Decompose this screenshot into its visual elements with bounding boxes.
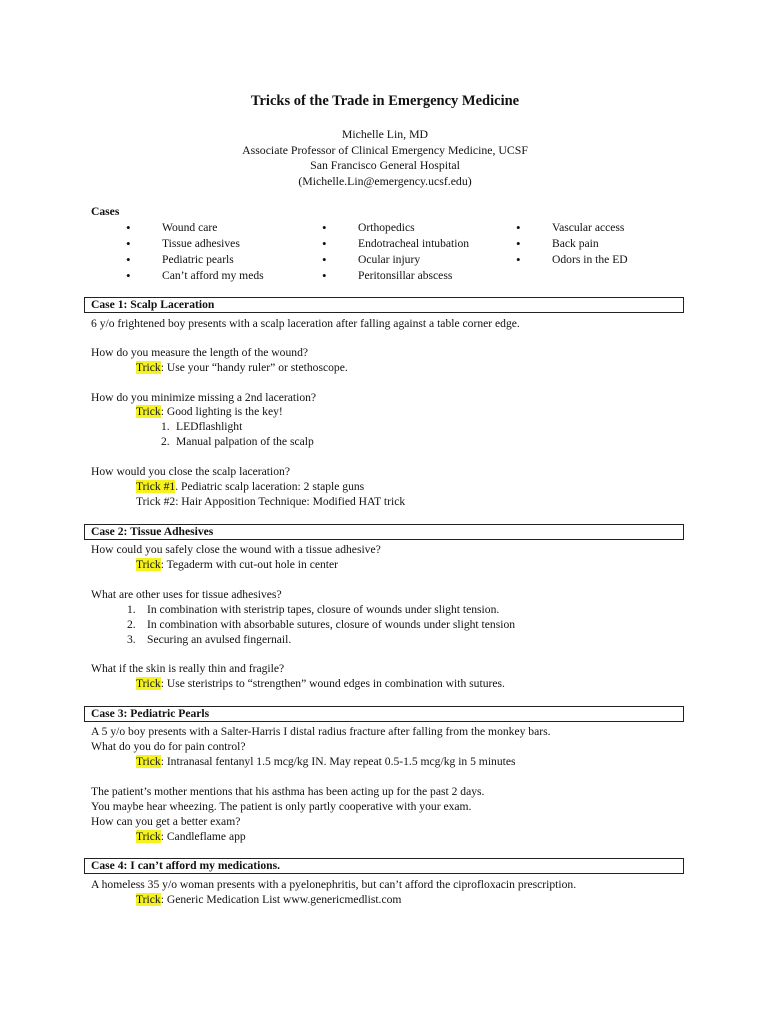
case-2-trick-1 [136,557,338,572]
cases-heading: Cases [91,205,120,218]
list-item: • Can’t afford my meds [126,268,264,284]
case-4-trick-1 [136,892,401,907]
list-item: • Pediatric pearls [126,252,264,268]
trick-highlight: Trick [136,755,161,768]
trick-text: : Generic Medication List www.genericmedlist.com [160,893,402,906]
case-3-paragraph-2: You maybe hear wheezing. The patient is only partly cooperative with your exam. [91,800,472,813]
case-1-question-1: How do you measure the length of the wound? [91,346,309,359]
case-4-heading: Case 4: I can’t afford my medications. [84,858,684,874]
trick-text: : Candleflame app [160,830,246,843]
list-item: • Vascular access [516,220,628,236]
trick-highlight: Trick [136,893,161,906]
trick-text: : Use your “handy ruler” or stethoscope. [160,361,348,374]
case-1-question-2: How do you minimize missing a 2nd laceration? [91,391,317,404]
list-number: 2. [127,618,136,631]
cases-list-column-3 [516,220,628,268]
trick-highlight: Trick [136,361,161,374]
list-item: • Back pain [516,236,628,252]
list-number: 3. [127,633,136,646]
case-2-trick-3 [136,676,505,691]
trick-highlight: Trick [136,677,161,690]
cases-list-column-1 [126,220,264,284]
case-1-question-3: How would you close the scalp laceration? [91,465,290,478]
list-number: 1. [127,603,136,616]
case-3-trick-1 [136,754,516,769]
author-email: (Michelle.Lin@emergency.ucsf.edu) [298,173,472,188]
list-item: • Orthopedics [322,220,469,236]
list-item: Securing an avulsed fingernail. [147,633,292,646]
list-item: • Odors in the ED [516,252,628,268]
case-1-intro: 6 y/o frightened boy presents with a scalp laceration after falling against a table corner edge. [91,317,520,330]
case-3-paragraph-3: How can you get a better exam? [91,815,241,828]
trick-text: . Pediatric scalp laceration: 2 staple guns [175,480,365,493]
author-name: Michelle Lin, MD [341,127,429,141]
list-item: • Wound care [126,220,264,236]
case-1-trick-1 [136,360,348,375]
trick-highlight: Trick #1 [136,480,176,493]
trick-text: : Good lighting is the key! [160,405,283,418]
list-item: In combination with absorbable sutures, closure of wounds under slight tension [147,618,516,631]
list-item: • Ocular injury [322,252,469,268]
case-3-heading: Case 3: Pediatric Pearls [84,706,684,722]
list-item: • Tissue adhesives [126,236,264,252]
case-1-trick-2 [136,404,283,419]
trick-text: : Intranasal fentanyl 1.5 mcg/kg IN. May repeat 0.5-1.5 mcg/kg in 5 minutes [160,755,516,768]
document-title: Tricks of the Trade in Emergency Medicine [250,93,520,109]
author-position: Associate Professor of Clinical Emergency Medicine, UCSF [242,142,528,157]
trick-highlight: Trick [136,830,161,843]
cases-list-column-2 [322,220,469,284]
case-1-trick-3 [136,479,364,494]
case-3-trick-2 [136,829,246,844]
case-2-heading: Case 2: Tissue Adhesives [84,524,684,540]
list-item: • Peritonsillar abscess [322,268,469,284]
list-item: In combination with steristrip tapes, closure of wounds under slight tension. [147,603,500,616]
case-2-question-2: What are other uses for tissue adhesives? [91,588,282,601]
case-3-paragraph-1: The patient’s mother mentions that his asthma has been acting up for the past 2 days. [91,785,485,798]
case-1-trick-4: Trick #2: Hair Apposition Technique: Modified HAT trick [136,495,406,508]
trick-highlight: Trick [136,558,161,571]
list-item: LEDflashlight [176,420,243,433]
case-3-intro-2: What do you do for pain control? [91,740,246,753]
author-block [0,127,770,189]
list-item: • Endotracheal intubation [322,236,469,252]
case-1-heading: Case 1: Scalp Laceration [84,297,684,313]
list-item: Manual palpation of the scalp [176,435,314,448]
case-4-intro: A homeless 35 y/o woman presents with a pyelonephritis, but can’t afford the ciprofloxacin prescription. [91,878,577,891]
trick-text: : Use steristrips to “strengthen” wound edges in combination with sutures. [160,677,505,690]
trick-highlight: Trick [136,405,161,418]
case-2-question-3: What if the skin is really thin and fragile? [91,662,285,675]
list-number: 2. [161,435,170,448]
case-3-intro-1: A 5 y/o boy presents with a Salter-Harris I distal radius fracture after falling from the monkey bars. [91,725,551,738]
trick-text: : Tegaderm with cut-out hole in center [160,558,339,571]
author-hospital: San Francisco General Hospital [310,158,460,172]
case-2-question-1: How could you safely close the wound with a tissue adhesive? [91,543,381,556]
list-number: 1. [161,420,170,433]
